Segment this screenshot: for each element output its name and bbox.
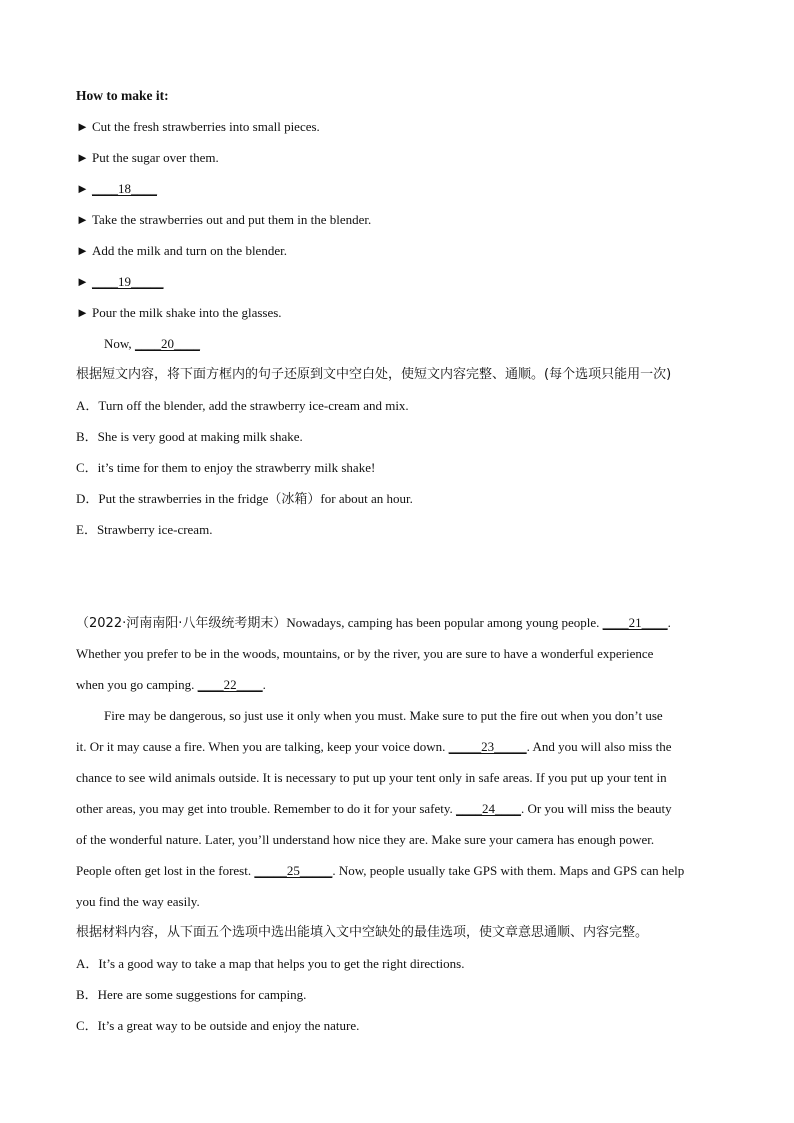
- blank-20[interactable]: ____20____: [134, 336, 200, 351]
- passage-text: Fire may be dangerous, so just use it only when you must. Make sure to put the fire out when you don’t use: [104, 708, 663, 723]
- passage-text: . And you will also miss the: [526, 739, 672, 754]
- passage-line: [76, 886, 722, 917]
- step-text: Pour the milk shake into the glasses.: [92, 305, 282, 320]
- passage-text: . Or you will miss the beauty: [521, 801, 672, 816]
- passage-line: [76, 855, 722, 886]
- step-text: Add the milk and turn on the blender.: [92, 243, 287, 258]
- blank-23[interactable]: _____23_____: [448, 739, 527, 754]
- option-letter: B．: [76, 429, 98, 444]
- section2-instruction: 根据材料内容，从下面五个选项中选出能填入文中空缺处的最佳选项，使文章意思通顺、内容完整。: [76, 925, 649, 940]
- passage-text: Whether you prefer to be in the woods, mountains, or by the river, you are sure to have a wonderful experience: [76, 646, 654, 661]
- option-text: She is very good at making milk shake.: [97, 429, 303, 444]
- passage-text: other areas, you may get into trouble. Remember to do it for your safety.: [76, 801, 457, 816]
- option-text: Strawberry ice-cream.: [96, 522, 213, 537]
- passage-line: [76, 824, 722, 855]
- section-spacer: [76, 545, 722, 607]
- arrow-icon: ►: [76, 150, 89, 165]
- option-letter: A．: [76, 956, 99, 971]
- arrow-icon: ►: [76, 243, 89, 258]
- option-text: it’s time for them to enjoy the strawberry milk shake!: [97, 460, 376, 475]
- recipe-step: [76, 297, 722, 328]
- option-letter: D．: [76, 491, 99, 506]
- passage-line: [76, 638, 722, 669]
- blank-19[interactable]: ____19_____: [92, 274, 164, 289]
- passage-line: [76, 669, 722, 700]
- option-letter: A．: [76, 398, 99, 413]
- blank-25[interactable]: _____25_____: [254, 863, 333, 878]
- option-text: Turn off the blender, add the strawberry ice-cream and mix.: [98, 398, 409, 413]
- option-letter: B．: [76, 987, 98, 1002]
- recipe-heading: How to make it:: [76, 88, 169, 103]
- final-prefix: Now,: [104, 336, 135, 351]
- passage-text: you find the way easily.: [76, 894, 200, 909]
- step-text: Cut the fresh strawberries into small pieces.: [92, 119, 320, 134]
- option-b: [76, 421, 722, 452]
- worksheet-page: [76, 80, 722, 1041]
- blank-24[interactable]: ____24____: [456, 801, 522, 816]
- passage-line: [76, 607, 722, 638]
- option-c: [76, 1010, 722, 1041]
- option-text: It’s a great way to be outside and enjoy the nature.: [97, 1018, 360, 1033]
- arrow-icon: ►: [76, 212, 89, 227]
- blank-18[interactable]: ____18____: [92, 181, 157, 196]
- passage-text: .: [262, 677, 266, 692]
- passage-text: when you go camping.: [76, 677, 198, 692]
- passage-text: . Now, people usually take GPS with them. Maps and GPS can help: [332, 863, 685, 878]
- option-e: [76, 514, 722, 545]
- option-letter: E．: [76, 522, 97, 537]
- source-tag: （2022·河南南阳·八年级统考期末）: [76, 616, 287, 631]
- option-letter: C．: [76, 460, 98, 475]
- passage-text: of the wonderful nature. Later, you’ll understand how nice they are. Make sure your camera has enough power.: [76, 832, 655, 847]
- passage-line: [76, 793, 722, 824]
- recipe-step-blank: [76, 173, 722, 204]
- option-text: It’s a good way to take a map that helps you to get the right directions.: [98, 956, 465, 971]
- option-letter: C．: [76, 1018, 98, 1033]
- step-text: Put the sugar over them.: [92, 150, 219, 165]
- blank-22[interactable]: ____22____: [197, 677, 263, 692]
- recipe-step: [76, 142, 722, 173]
- arrow-icon: ►: [76, 181, 89, 196]
- passage-text: it. Or it may cause a fire. When you are talking, keep your voice down.: [76, 739, 449, 754]
- passage-line: [76, 762, 722, 793]
- step-text: Take the strawberries out and put them in the blender.: [92, 212, 372, 227]
- option-text: Put the strawberries in the fridge（冰箱）for about an hour.: [98, 491, 413, 506]
- option-a: [76, 948, 722, 979]
- passage-line: [76, 731, 722, 762]
- recipe-step: [76, 204, 722, 235]
- recipe-step: [76, 111, 722, 142]
- option-text: Here are some suggestions for camping.: [97, 987, 307, 1002]
- passage-text: .: [667, 615, 671, 630]
- arrow-icon: ►: [76, 274, 89, 289]
- option-c: [76, 452, 722, 483]
- passage-text: Nowadays, camping has been popular among young people.: [286, 615, 603, 630]
- section1-instruction: 根据短文内容，将下面方框内的句子还原到文中空白处，使短文内容完整、通顺。(每个选项只能用一次): [76, 367, 672, 382]
- recipe-step-blank: [76, 266, 722, 297]
- arrow-icon: ►: [76, 119, 89, 134]
- option-a: [76, 390, 722, 421]
- recipe-step: [76, 235, 722, 266]
- passage-text: chance to see wild animals outside. It is necessary to put up your tent only in safe areas. If you put up your tent in: [76, 770, 667, 785]
- option-d: [76, 483, 722, 514]
- passage-text: People often get lost in the forest.: [76, 863, 255, 878]
- passage-line: [76, 700, 722, 731]
- arrow-icon: ►: [76, 305, 89, 320]
- option-b: [76, 979, 722, 1010]
- blank-21[interactable]: ____21____: [602, 615, 668, 630]
- recipe-final-line: [76, 328, 722, 359]
